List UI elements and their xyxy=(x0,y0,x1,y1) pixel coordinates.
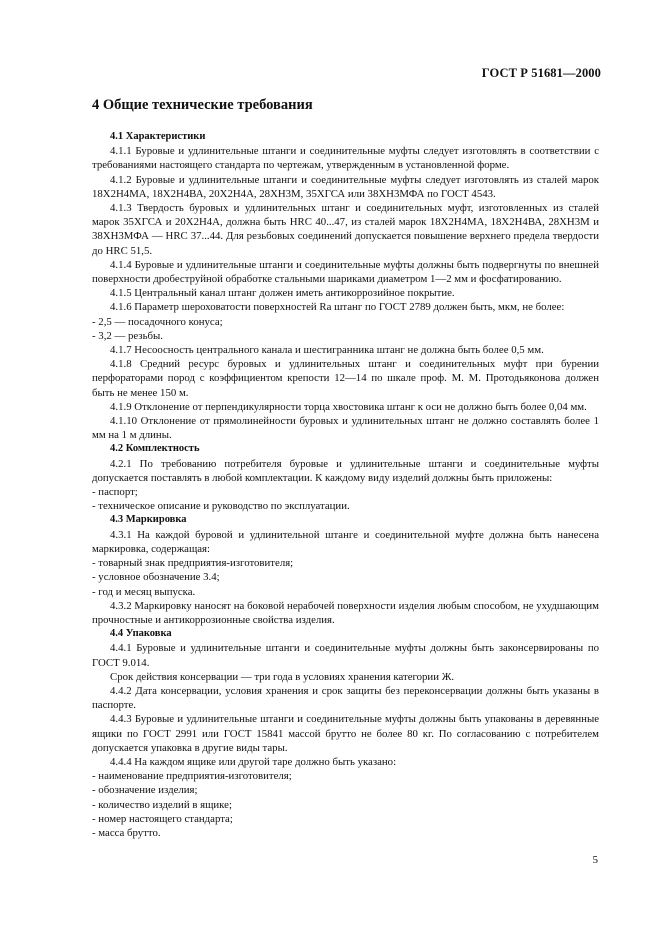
list-item: - условное обозначение 3.4; xyxy=(92,571,220,584)
paragraph-4-1-5: 4.1.5 Центральный канал штанг должен иметь антикоррозийное покрытие. xyxy=(110,287,455,300)
list-item: - товарный знак предприятия-изготовителя; xyxy=(92,557,294,570)
paragraph-4-3-1: 4.3.1 На каждой буровой и удлинительной штанге и соединительной муфте должна быть нанесена маркировка, содержащая: xyxy=(92,528,599,555)
document-number: ГОСТ Р 51681—2000 xyxy=(481,66,601,80)
paragraph-4-2-1: 4.2.1 По требованию потребителя буровые и удлинительные штанги и соединительные муфты допускается поставлять в любой комплектации. К каждому виду изделий должны быть приложены: xyxy=(92,457,599,484)
list-item: - номер настоящего стандарта; xyxy=(92,812,233,825)
paragraph-4-1-1: 4.1.1 Буровые и удлинительные штанги и соединительные муфты следует изготовлять в соответствии с требованиями настоящего стандарта по чертежам, утвержденным в установленной форме. xyxy=(92,145,599,172)
list-item: - паспорт; xyxy=(92,486,138,499)
paragraph-4-4-1: 4.4.1 Буровые и удлинительные штанги и соединительные муфты должны быть законсервированы по ГОСТ 9.014. xyxy=(92,642,599,669)
paragraph-4-3-2: 4.3.2 Маркировку наносят на боковой нерабочей поверхности изделия любым способом, не ухудшающим прочностные и антикоррозионные свойства изделия. xyxy=(92,599,599,626)
list-item: - обозначение изделия; xyxy=(92,784,198,797)
list-item: - 2,5 — посадочного конуса; xyxy=(92,315,223,328)
list-item: - техническое описание и руководство по эксплуатации. xyxy=(92,500,350,513)
subsection-title-4-3: 4.3 Маркировка xyxy=(110,514,187,526)
paragraph-4-1-3: 4.1.3 Твердость буровых и удлинительных штанг и соединительных муфт, изготовленных из сталей марок 35ХГСА и 20Х2Н4А, должна быть HRC 40...47, из сталей марок 18Х2Н4МА, 18Х2Н4ВА, 28ХН3М и 38ХН3МФА — HRC 37...44. Для резьбовых соединений допускается повышение верхнего предела твердости до HRC 51,5. xyxy=(92,202,599,257)
subsection-title-4-1: 4.1 Характеристики xyxy=(110,131,206,142)
list-item: - год и месяц выпуска. xyxy=(92,585,196,598)
paragraph-4-1-4: 4.1.4 Буровые и удлинительные штанги и соединительные муфты должны быть подвергнуты по внешней поверхности дробеструйной обработке стальными шариками диаметром 1—2 мм и фосфатированию. xyxy=(92,258,599,286)
paragraph-4-1-9: 4.1.9 Отклонение от перпендикулярности торца хвостовика штанг к оси не должно быть более 0,04 мм. xyxy=(110,400,587,413)
paragraph-4-4-2: 4.4.2 Дата консервации, условия хранения и срок защиты без переконсервации должны быть указаны в паспорте. xyxy=(92,684,599,712)
paragraph-4-1-6: 4.1.6 Параметр шероховатости поверхностей Ra штанг по ГОСТ 2789 должен быть, мкм, не более: xyxy=(110,301,565,314)
list-item: - наименование предприятия-изготовителя; xyxy=(92,770,292,783)
paragraph-4-1-7: 4.1.7 Несоосность центрального канала и шестигранника штанг не должна быть более 0,5 мм. xyxy=(110,344,544,357)
subsection-title-4-2: 4.2 Комплектность xyxy=(110,443,200,455)
paragraph-4-1-8: 4.1.8 Средний ресурс буровых и удлинительных штанг и соединительных муфт при бурении перфораторами пород с коэффициентом крепости 12—14 по шкале проф. М. М. Протодьяконова должен быть не менее 150 м. xyxy=(92,358,599,399)
paragraph-4-1-2: 4.1.2 Буровые и удлинительные штанги и соединительные муфты следует изготовлять из сталей марок 18Х2Н4МА, 18Х2Н4ВА, 20Х2Н4А, 28ХН3М, 35ХГСА или 38ХН3МФА по ГОСТ 4543. xyxy=(92,173,599,200)
section-title: 4 Общие технические требования xyxy=(92,97,313,113)
paragraph-4-4-3: 4.4.3 Буровые и удлинительные штанги и соединительные муфты должны быть упакованы в деревянные ящики по ГОСТ 2991 или ГОСТ 15841 массой брутто не более 80 кг. По согласованию с потребителем допускается упаковка в другие виды тары. xyxy=(92,713,599,754)
paragraph-4-4-4: 4.4.4 На каждом ящике или другой таре должно быть указано: xyxy=(110,755,397,768)
paragraph-4-1-10: 4.1.10 Отклонение от прямолинейности буровых и удлинительных штанг не должно составлять более 1 мм на 1 м длины. xyxy=(92,415,599,442)
paragraph-4-4-1-term: Срок действия консервации — три года в условиях хранения категории Ж. xyxy=(110,670,455,683)
list-item: - 3,2 — резьбы. xyxy=(92,329,163,342)
list-item: - масса брутто. xyxy=(92,826,161,839)
subsection-title-4-4: 4.4 Упаковка xyxy=(110,628,172,640)
page-content xyxy=(92,96,599,840)
page-number: 5 xyxy=(592,854,598,866)
list-item: - количество изделий в ящике; xyxy=(92,798,232,811)
